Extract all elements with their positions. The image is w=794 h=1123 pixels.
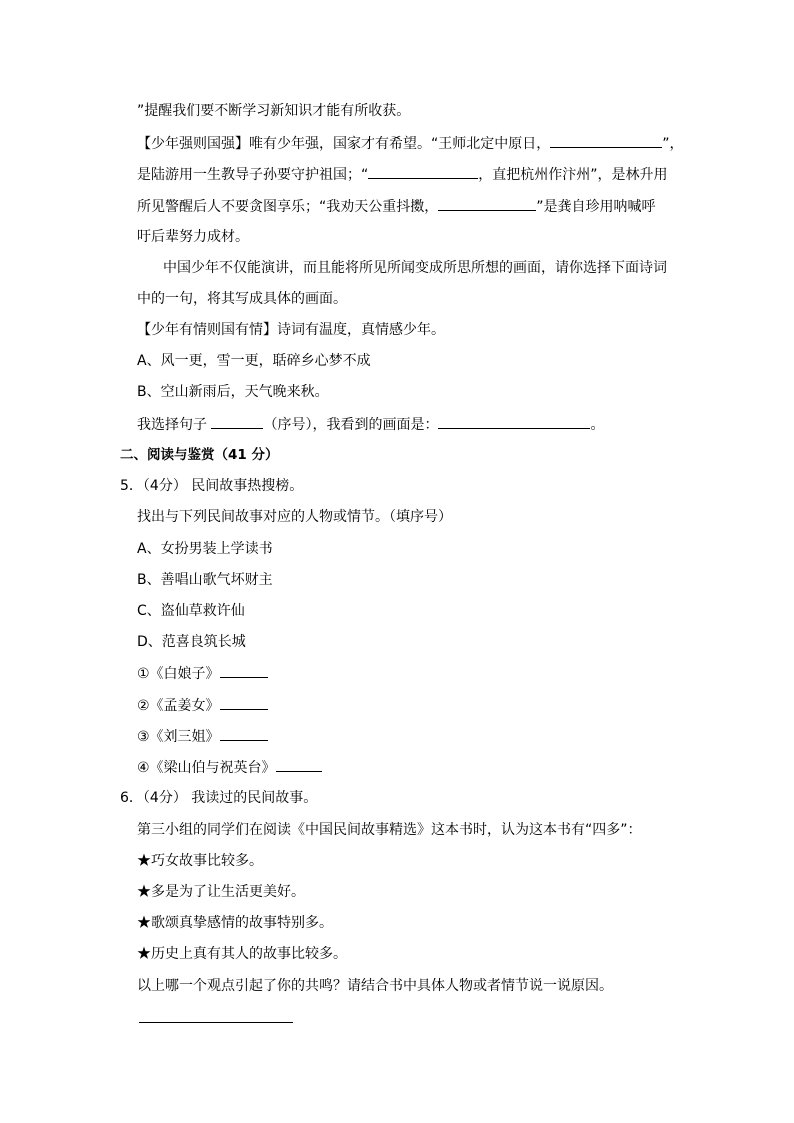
match-item [137, 726, 268, 747]
text-span: 所见警醒后人不要贪图享乐；“我劝天公重抖擞， [137, 199, 439, 215]
paragraph-line: 【少年有情则国有情】诗词有温度，真情感少年。 [137, 322, 445, 338]
point-item: ★历史上真有其人的故事比较多。 [137, 946, 347, 962]
option-a: A、风一更，雪一更，聒碎乡心梦不成 [137, 353, 371, 369]
fill-blank[interactable] [211, 414, 263, 429]
paragraph-line: 吁后辈努力成材。 [137, 229, 249, 245]
option-b: B、空山新雨后，天气晚来秋。 [137, 384, 329, 400]
question-6-prompt: 以上哪一个观点引起了你的共鸣？请结合书中具体人物或者情节说一说原因。 [137, 978, 613, 994]
text-span: ②《孟姜女》 [137, 698, 220, 714]
paragraph-line [137, 164, 668, 185]
point-item: ★歌颂真挚感情的故事特别多。 [137, 915, 333, 931]
text-span: 我选择句子 [137, 417, 212, 433]
match-item [137, 757, 322, 778]
question-5-instruction: 找出与下列民间故事对应的人物或情节。（填序号） [137, 509, 452, 525]
text-span: ，直把杭州作汴州”，是林升用 [478, 167, 668, 183]
intro-line-1: ”提醒我们要不断学习新知识才能有所收获。 [137, 103, 411, 119]
text-span: ”， [662, 136, 684, 152]
fill-blank[interactable] [438, 196, 536, 211]
text-span: （序号），我看到的画面是： [263, 417, 439, 433]
paragraph-line: 中的一句，将其写成具体的画面。 [137, 291, 347, 307]
section-title: 二、阅读与鉴赏（41 分） [120, 447, 279, 463]
question-6-head: 6．（4分） 我读过的民间故事。 [120, 790, 318, 806]
match-item [137, 663, 268, 684]
text-span: ④《梁山伯与祝英台》 [137, 760, 276, 776]
text-span: 。 [590, 417, 605, 433]
text-span: ③《刘三姐》 [137, 729, 220, 745]
text-span: ①《白娘子》 [137, 666, 220, 682]
fill-blank[interactable] [276, 757, 322, 772]
point-item: ★巧女故事比较多。 [137, 853, 263, 869]
option-c: C、盗仙草救许仙 [137, 603, 245, 619]
text-span: 是陆游用一生教导子孙要守护祖国；“ [137, 167, 369, 183]
fill-blank[interactable] [368, 164, 478, 179]
paragraph-line: 中国少年不仅能演讲，而且能将所见所闻变成所思所想的画面，请你选择下面诗词 [163, 260, 667, 276]
question-6-intro: 第三小组的同学们在阅读《中国民间故事精选》这本书时，认为这本书有“四多”： [137, 822, 642, 838]
choose-line [137, 414, 604, 435]
fill-blank[interactable] [220, 726, 268, 741]
option-b: B、善唱山歌气坏财主 [137, 572, 273, 588]
text-span: ”是龚自珍用呐喊呼 [536, 199, 656, 215]
fill-blank[interactable] [438, 414, 590, 429]
fill-blank[interactable] [550, 133, 662, 148]
option-a: A、女扮男装上学读书 [137, 541, 273, 557]
question-5-head: 5．（4分） 民间故事热搜榜。 [120, 478, 304, 494]
option-d: D、范喜良筑长城 [137, 634, 246, 650]
fill-blank[interactable] [220, 695, 268, 710]
text-span: 【少年强则国强】唯有少年强，国家才有希望。“王师北定中原日， [137, 136, 551, 152]
answer-blank-line[interactable] [139, 1021, 293, 1023]
match-item [137, 695, 268, 716]
paragraph-line [137, 133, 684, 154]
point-item: ★多是为了让生活更美好。 [137, 884, 305, 900]
fill-blank[interactable] [220, 663, 268, 678]
paragraph-line [137, 196, 656, 217]
